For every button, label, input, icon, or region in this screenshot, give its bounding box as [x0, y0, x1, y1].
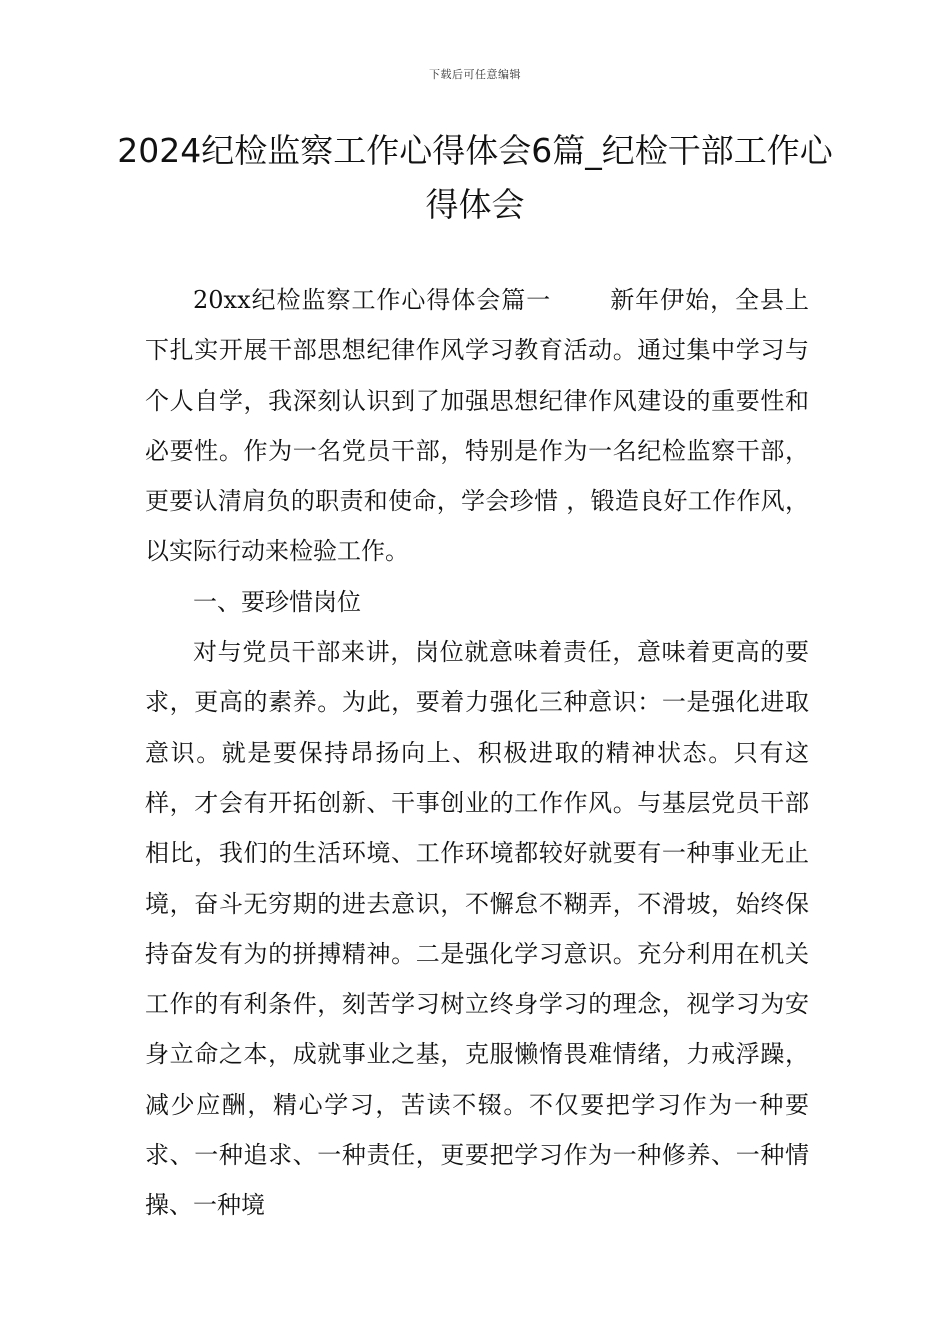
section-paragraph: 对与党员干部来讲，岗位就意味着责任，意味着更高的要求，更高的素养。为此，要着力强化三种意识：一是强化进取意识。就是要保持昂扬向上、积极进取的精神状态。只有这样，才会有开拓创新、干事创业的工作作风。与基层党员干部相比，我们的生活环境、工作环境都较好就要有一种事业无止境，奋斗无穷期的进去意识，不懈怠不糊弄，不滑坡，始终保持奋发有为的拼搏精神。二是强化学习意识。充分利用在机关工作的有利条件，刻苦学习树立终身学习的理念，视学习为安身立命之本，成就事业之基，克服懒惰畏难情绪，力戒浮躁，减少应酬，精心学习，苦读不辍。不仅要把学习作为一种要求、一种追求、一种责任，更要把学习作为一种修养、一种情操、一种境 [145, 638, 809, 1220]
intro-heading: 20xx纪检监察工作心得体会篇一 [193, 286, 552, 314]
section-heading: 一、要珍惜岗位 [193, 587, 361, 616]
header-note: 下载后可任意编辑 [429, 68, 521, 81]
document-title: 2024纪检监察工作心得体会6篇_纪检干部工作心得体会 [117, 131, 833, 224]
intro-paragraph [145, 275, 809, 577]
document-body [145, 275, 809, 1231]
intro-text: 新年伊始，全县上下扎实开展干部思想纪律作风学习教育活动。通过集中学习与个人自学，我深刻认识到了加强思想纪律作风建设的重要性和必要性。作为一名党员干部，特别是作为一名纪检监察干部，更要认清肩负的职责和使命，学会珍惜 ，锻造良好工作作风，以实际行动来检验工作。 [145, 286, 810, 566]
